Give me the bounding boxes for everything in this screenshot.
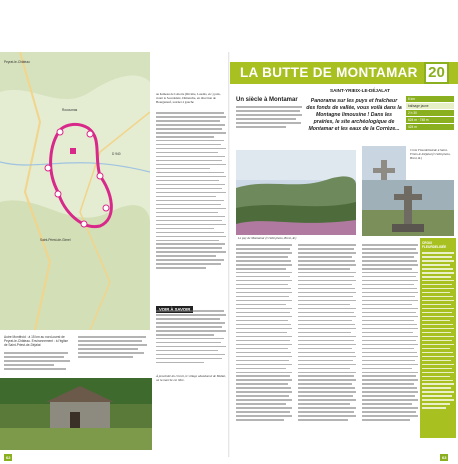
- directions-intro: au hameau de Laborie (Rivière, Loudès, etc.) puis, avant le Sourdaleix, Dimenche, en direction de Bourganeuf, tourner à gauche: [156, 92, 221, 104]
- right-page-number-wrap: [440, 446, 448, 464]
- left-page-number-wrap: [4, 446, 12, 464]
- map-label-left: Peyrat-le-Château: [4, 60, 30, 64]
- village-photo-caption: À proximité du circuit, le village abandonné de Bédiat, où la marche est libre.: [156, 374, 226, 382]
- legend-lines: [4, 352, 72, 372]
- body-col2: [298, 244, 356, 423]
- map-label-bottom: Saint-Priest-de-Gimel: [40, 238, 71, 242]
- page-subtitle: SAINT-YRIEIX-LE-DÉJALAT: [330, 88, 390, 93]
- map-legend-caption: Autre Montfroid : à 15 km au nord-ouest de Peyrat-le-Château. Environnement : à l'église de Saint-Priest-de-Déjalat: [4, 335, 69, 347]
- info-distance: 6 km: [406, 96, 454, 102]
- directions-col1-bottom: [78, 336, 148, 360]
- page-title: LA BUTTE DE MONTAMAR: [240, 65, 418, 80]
- map-graphic: [0, 52, 150, 330]
- village-photo: [0, 378, 152, 450]
- right-page-number: 63: [442, 455, 447, 460]
- info-alt-low: 624 m: [408, 118, 417, 122]
- sidebar-text: [422, 252, 454, 411]
- body-col1: [236, 244, 292, 423]
- body-text-intro: [236, 106, 302, 130]
- left-page-number: 62: [6, 455, 11, 460]
- sidebar-heading: CROIX FLEURDELISÉE: [422, 241, 447, 249]
- panorama-caption: Le puy de Montamar (Crédit photo, Brest, R.): [238, 236, 297, 240]
- info-balisage: balisage jaune: [406, 103, 454, 109]
- map-label-road: D 940: [112, 152, 121, 156]
- info-box: [406, 96, 454, 130]
- map-label-top: Rocoumas: [62, 108, 78, 112]
- info-alt-high: 748 m: [419, 118, 429, 122]
- info-altitude-row: 624 m · 748 m: [406, 117, 454, 123]
- stone-cross-photo: [362, 180, 454, 236]
- panorama-photo: [236, 150, 356, 235]
- gutter: [228, 52, 230, 457]
- walk-number-badge: 20: [424, 62, 449, 84]
- panorama-photo-graphic: [236, 150, 356, 235]
- cross-photo-caption: Croix Flourdeliséede à Saint-Yrieix-le-Déjalat (Crédit photo, Brest, R.): [410, 148, 451, 160]
- directions-text: [156, 112, 226, 271]
- section-heading: Un siècle à Montamar: [236, 97, 298, 103]
- body-col3: [362, 244, 418, 423]
- info-duration: 2 h 30: [406, 110, 454, 116]
- voir-text: [156, 310, 226, 366]
- village-photo-graphic: [0, 378, 152, 450]
- stone-cross-photo-graphic: [362, 180, 454, 236]
- route-map: [0, 52, 150, 330]
- pull-quote: Panorama sur les puys et fraîcheur des fonds de vallée, vous voilà dans la Montagne limousine ! Dans les prairies, le site archéologique de Montamar et les eaux de la Corrèze...: [306, 98, 402, 132]
- info-denivele: 424 m: [406, 124, 454, 130]
